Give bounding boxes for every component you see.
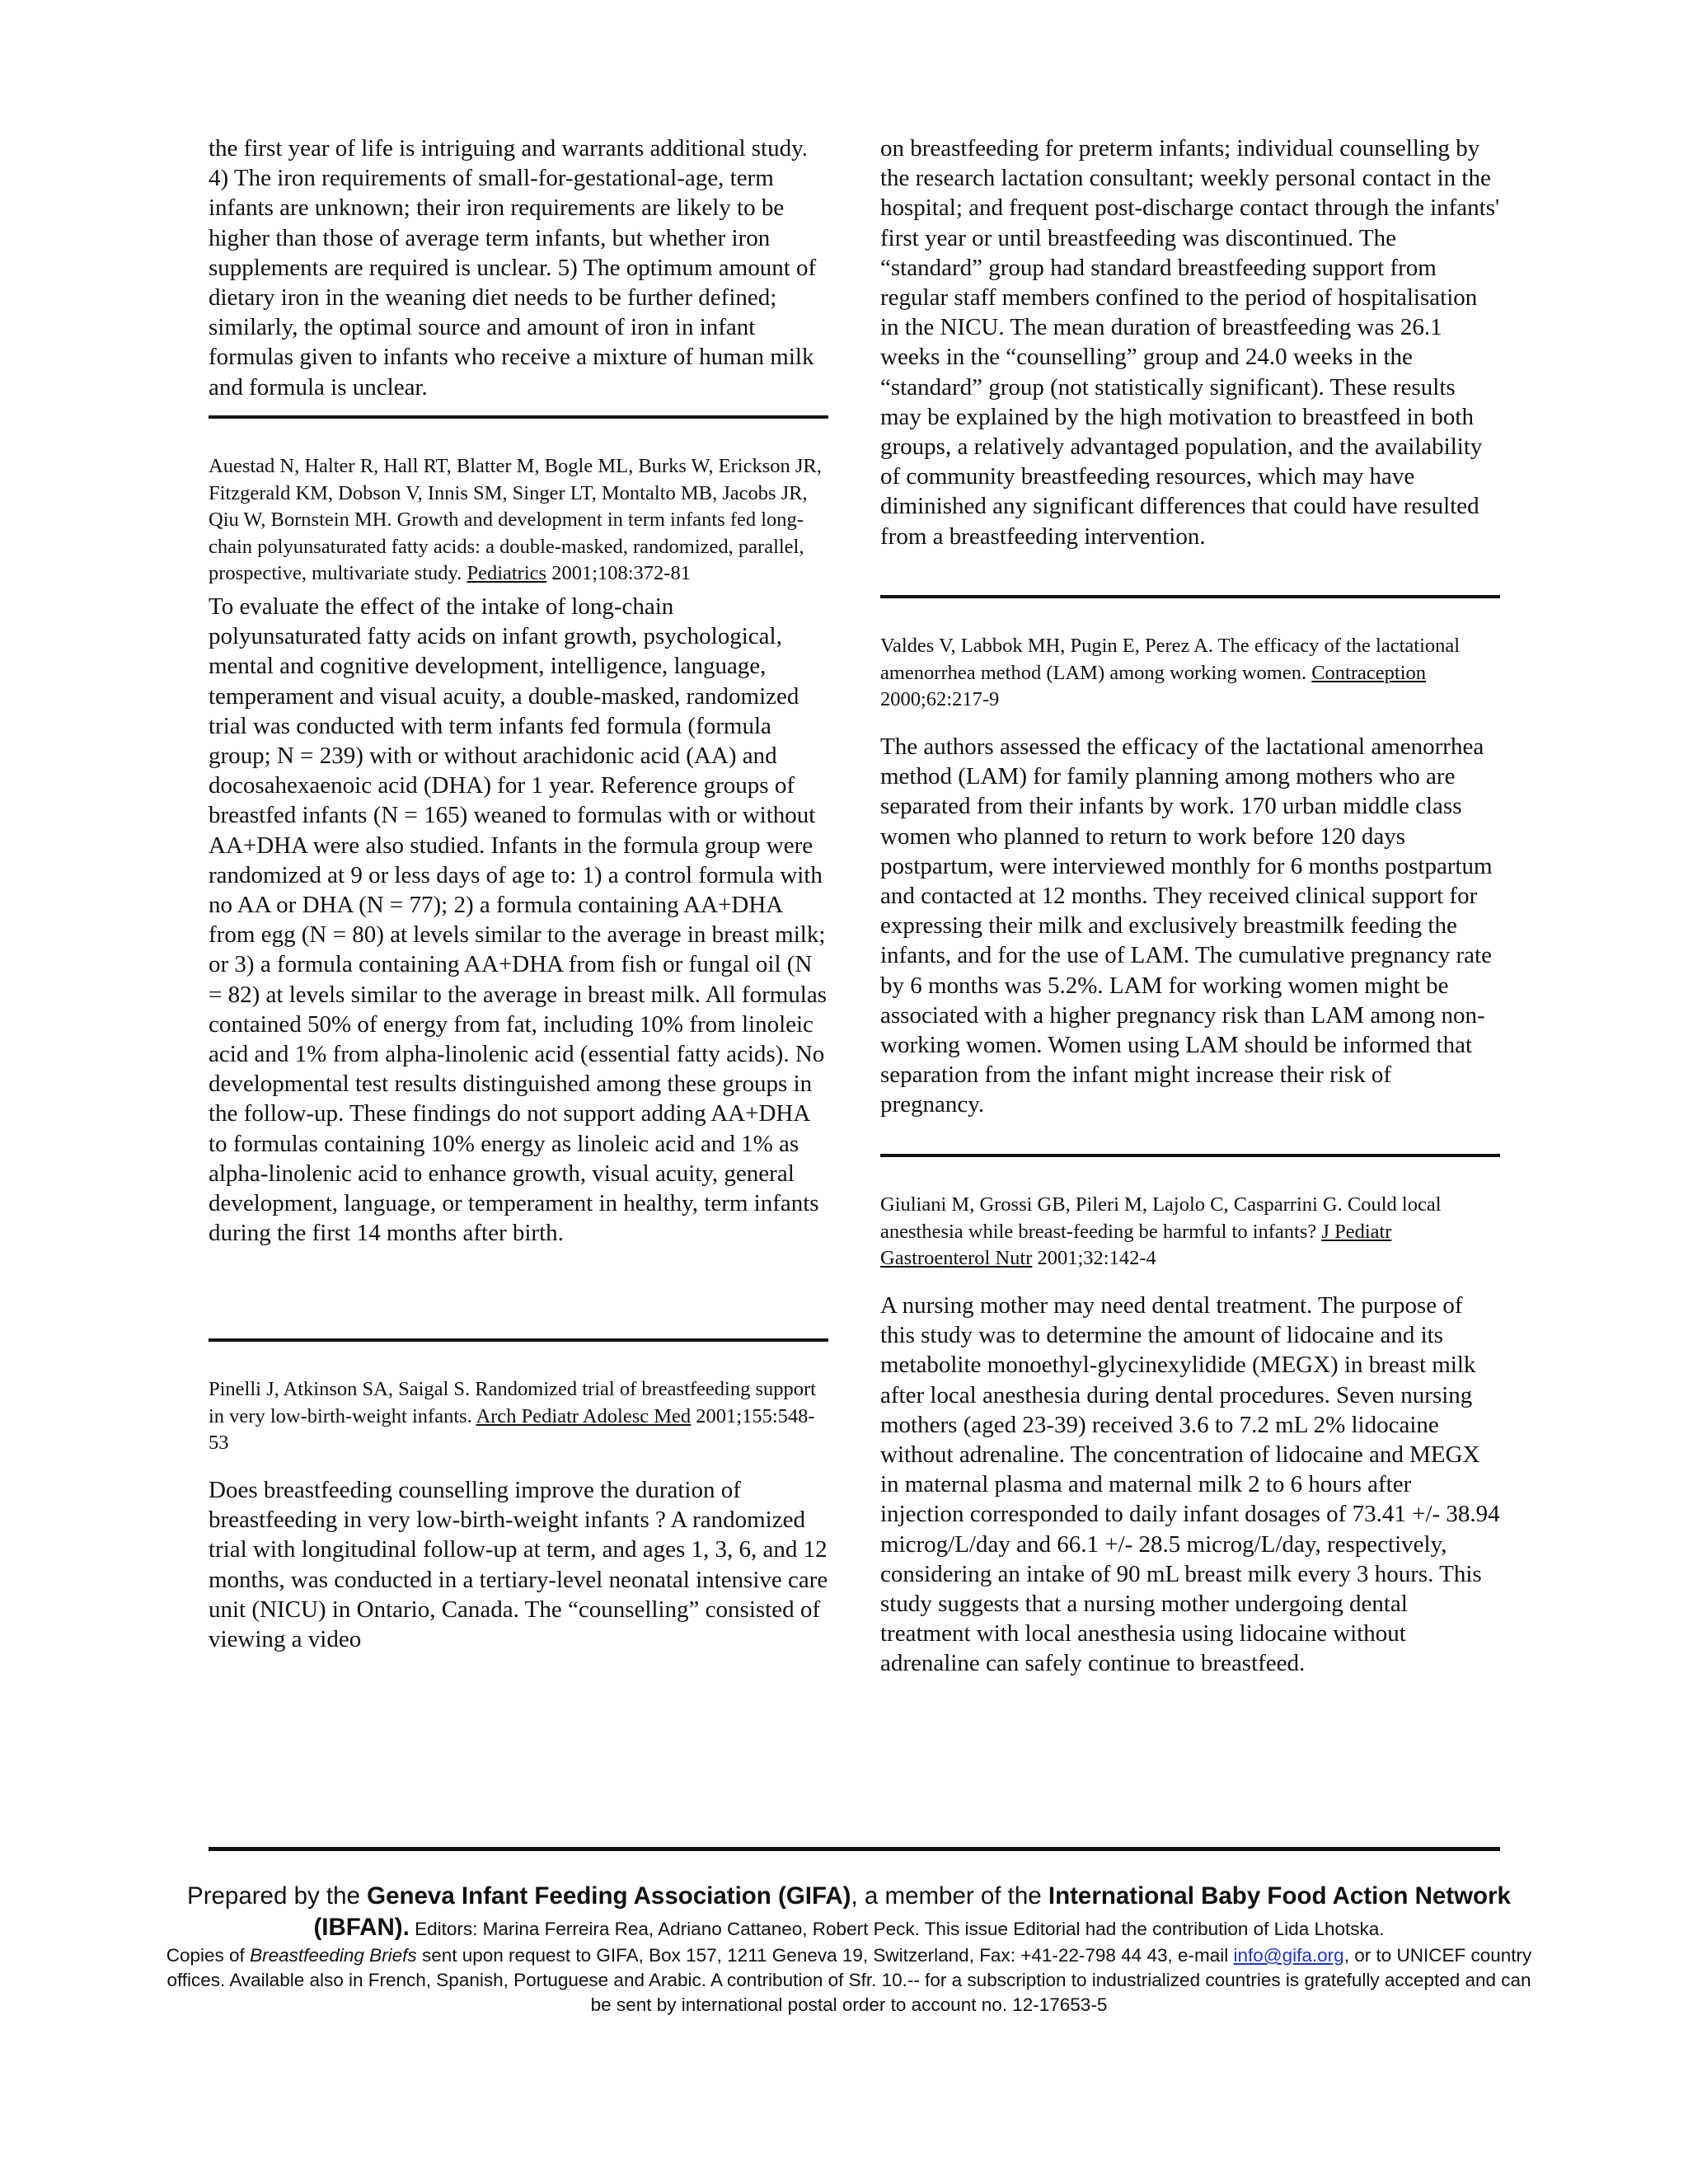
section-divider [209,1338,828,1342]
footer-credits: Prepared by the Geneva Infant Feeding Association (GIFA), a member of the International Baby Food Action Network (IBFAN). Editors: Marina Ferreira Rea, Adriano Cattaneo, Robert Peck. This issue Editorial had the contribution of Lida Lhotska. [187,1882,1511,1941]
ibfan-name: International Baby Food Action Network (IBFAN). [313,1882,1511,1941]
journal-link[interactable]: Contraception [1311,661,1427,684]
pinelli-abstract-continued: on breastfeeding for preterm infants; individual counselling by the research lactation consultant; weekly personal contact in the hospital; and frequent post-discharge contact through the infants' first year or until breastfeeding was discontinued. The “standard” group had standard breastfeeding support from regular staff members confined to the period of hospitalisation in the NICU. The mean duration of breastfeeding was 26.1 weeks in the “counselling” group and 24.0 weeks in the “standard” group (not statistically significant). These results may be explained by the high motivation to breastfeed in both groups, a relatively advantaged population, and the availability of community breastfeeding resources, which may have diminished any significant differences that could have resulted from a breastfeeding intervention. [880,135,1500,550]
giuliani-citation: Giuliani M, Grossi GB, Pileri M, Lajolo C, Casparrini G. Could local anesthesia while breast-feeding be harmful to infants? J Pediatr Gastroenterol Nutr 2001;32:142-4 [880,1193,1442,1269]
footer-contact: Copies of Breastfeeding Briefs sent upon request to GIFA, Box 157, 1211 Geneva 19, Switzerland, Fax: +41-22-798 44 43, e-mail info@gifa.org, or to UNICEF country offices. Available also in French, Spanish, Portuguese and Arabic. A contribution of Sfr. 10.-- for a subscription to industrialized countries is gratefully accepted and can be sent by international postal order to account no. 12-17653-5 [166,1945,1532,2015]
section-divider [880,1154,1500,1157]
section-divider [880,595,1500,598]
giuliani-abstract: A nursing mother may need dental treatment. The purpose of this study was to determine the amount of lidocaine and its metabolite monoethyl-glycinexylidide (MEGX) in breast milk after local anesthesia during dental procedures. Seven nursing mothers (aged 23-39) received 3.6 to 7.2 mL 2% lidocaine without adrenaline. The concentration of lidocaine and MEGX in maternal plasma and maternal milk 2 to 6 hours after injection corresponded to daily infant dosages of 73.41 +/- 38.94 microg/L/day and 66.1 +/- 28.5 microg/L/day, respectively, considering an intake of 90 mL breast milk every 3 hours. This study suggests that a nursing mother undergoing dental treatment with local anesthesia using lidocaine without adrenaline can safely continue to breastfeed. [880,1292,1500,1677]
journal-link[interactable]: J Pediatr Gastroenterol Nutr [880,1220,1392,1269]
right-column [880,134,1500,1679]
pinelli-abstract-start: Does breastfeeding counselling improve the duration of breastfeeding in very low-birth-weight infants ? A randomized trial with longitudinal follow-up at term, and ages 1, 3, 6, and 12 months, was conducted in a tertiary-level neonatal intensive care unit (NICU) in Ontario, Canada. The “counselling” consisted of viewing a video [209,1477,828,1653]
valdes-abstract: The authors assessed the efficacy of the lactational amenorrhea method (LAM) for family planning among mothers who are separated from their infants by work. 170 urban middle class women who planned to return to work before 120 days postpartum, were interviewed monthly for 6 months postpartum and contacted at 12 months. They received clinical support for expressing their milk and exclusively breastmilk feeding the infants, and for the use of LAM. The cumulative pregnancy rate by 6 months was 5.2%. LAM for working women might be associated with a higher pregnancy risk than LAM among non-working women. Women using LAM should be informed that separation from the infant might increase their risk of pregnancy. [880,733,1493,1118]
footer [165,1881,1533,2018]
email-link[interactable]: info@gifa.org [1233,1945,1344,1966]
left-column [209,134,828,1654]
gifa-name: Geneva Infant Feeding Association (GIFA) [367,1882,851,1910]
auestad-citation: Auestad N, Halter R, Hall RT, Blatter M, Bogle ML, Burks W, Erickson JR, Fitzgerald KM, Dobson V, Innis SM, Singer LT, Montalto MB, Jacobs JR, Qiu W, Bornstein MH. Growth and development in term infants fed long-chain polyunsaturated fatty acids: a double-masked, randomized, parallel, prospective, multivariate study. Pediatrics 2001;108:372-81 [209,455,822,584]
publication-title: Breastfeeding Briefs [250,1945,417,1966]
pinelli-citation: Pinelli J, Atkinson SA, Saigal S. Randomized trial of breastfeeding support in very low-birth-weight infants. Arch Pediatr Adolesc Med 2001;155:548-53 [209,1378,816,1454]
auestad-abstract: To evaluate the effect of the intake of long-chain polyunsaturated fatty acids on infant growth, psychological, mental and cognitive development, intelligence, language, temperament and visual acuity, a double-masked, randomized trial was conducted with term infants fed formula (formula group; N = 239) with or without arachidonic acid (AA) and docosahexaenoic acid (DHA) for 1 year. Reference groups of breastfed infants (N = 165) weaned to formulas with or without AA+DHA were also studied. Infants in the formula group were randomized at 9 or less days of age to: 1) a control formula with no AA or DHA (N = 77); 2) a formula containing AA+DHA from egg (N = 80) at levels similar to the average in breast milk; or 3) a formula containing AA+DHA from fish or fungal oil (N = 82) at levels similar to the average in breast milk. All formulas contained 50% of energy from fat, including 10% from linoleic acid and 1% from alpha-linolenic acid (essential fatty acids). No developmental test results distinguished among these groups in the follow-up. These findings do not support adding AA+DHA to formulas containing 10% energy as linoleic acid and 1% as alpha-linolenic acid to enhance growth, visual acuity, general development, language, or temperament in healthy, term infants during the first 14 months after birth. [209,593,828,1247]
journal-link[interactable]: Pediatrics [467,562,547,584]
iron-abstract-end: the first year of life is intriguing and warrants additional study. 4) The iron requirements of small-for-gestational-age, term infants are unknown; their iron requirements are likely to be higher than those of average term infants, but whether iron supplements are required is unclear. 5) The optimum amount of dietary iron in the weaning diet needs to be further defined; similarly, the optimal source and amount of iron in infant formulas given to infants who receive a mixture of human milk and formula is unclear. [209,135,817,401]
journal-link[interactable]: Arch Pediatr Adolesc Med [476,1404,692,1427]
valdes-citation: Valdes V, Labbok MH, Pugin E, Perez A. The efficacy of the lactational amenorrhea method (LAM) among working women. Contraception 2000;62:217-9 [880,635,1461,710]
section-divider [209,415,828,419]
footer-divider [209,1847,1500,1851]
